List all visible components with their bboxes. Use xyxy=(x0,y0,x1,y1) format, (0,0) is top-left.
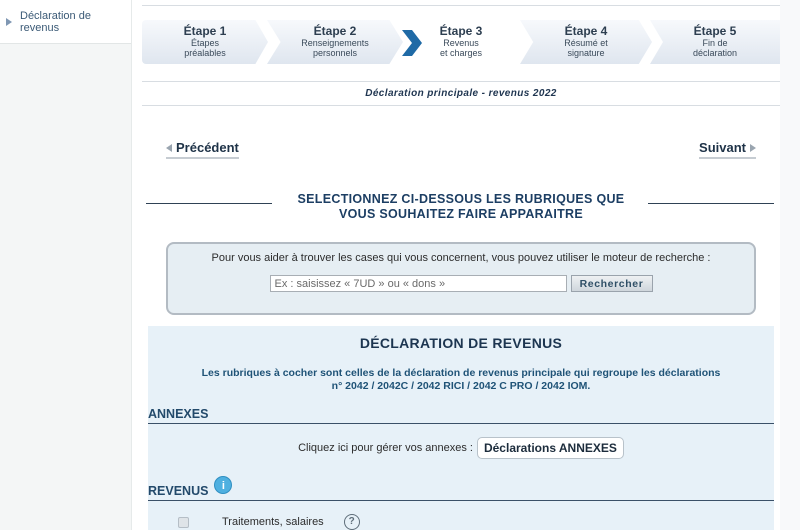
step-5-sub2: déclaration xyxy=(692,48,738,58)
top-divider xyxy=(142,0,780,6)
step-1-title: Étape 1 xyxy=(183,24,227,38)
checkbox[interactable] xyxy=(178,517,189,528)
step-3-title: Étape 3 xyxy=(439,24,483,38)
search-input[interactable] xyxy=(270,275,567,292)
panel-description xyxy=(148,367,774,393)
revenus-heading-row xyxy=(148,476,774,501)
step-2-sub2: personnels xyxy=(312,48,358,58)
step-5[interactable] xyxy=(650,20,780,64)
section-heading-line1: SELECTIONNEZ CI-DESSOUS LES RUBRIQUES QUE xyxy=(297,192,625,206)
search-button[interactable]: Rechercher xyxy=(571,275,653,292)
step-3-current xyxy=(420,20,502,64)
right-edge xyxy=(780,0,800,530)
annexes-row xyxy=(148,437,774,459)
step-4[interactable] xyxy=(520,20,652,64)
step-4-title: Étape 4 xyxy=(564,24,608,38)
step-progress xyxy=(142,20,780,82)
declaration-panel xyxy=(148,326,774,530)
info-icon[interactable]: i xyxy=(214,476,232,494)
list-item-traitements-salaires xyxy=(178,514,360,530)
previous-label: Précédent xyxy=(176,140,239,155)
step-5-title: Étape 5 xyxy=(693,24,737,38)
search-box xyxy=(166,242,756,315)
section-heading-line2: VOUS SOUHAITEZ FAIRE APPARAITRE xyxy=(338,207,584,221)
step-1-sub: Étapes xyxy=(190,38,220,48)
step-4-sub2: signature xyxy=(567,48,605,58)
section-heading-text xyxy=(272,192,650,222)
heading-rule-right xyxy=(648,203,774,204)
step-2-title: Étape 2 xyxy=(313,24,357,38)
arrow-left-icon xyxy=(166,144,172,152)
item-label: Traitements, salaires xyxy=(222,516,324,528)
main-content xyxy=(142,0,780,530)
declaration-title: Déclaration principale - revenus 2022 xyxy=(142,82,780,106)
step-2-sub: Renseignements xyxy=(301,38,369,48)
panel-description-line1: Les rubriques à cocher sont celles de la déclaration de revenus principale qui regroupe les déclarations xyxy=(201,367,721,379)
sidebar-item-label: Déclaration de revenus xyxy=(20,9,91,34)
arrow-right-icon xyxy=(750,144,756,152)
previous-button[interactable] xyxy=(166,140,239,159)
sidebar-item-declaration-revenus[interactable] xyxy=(0,0,131,44)
left-sidebar xyxy=(0,0,132,530)
next-button[interactable] xyxy=(699,140,756,159)
triangle-right-icon xyxy=(6,18,12,26)
section-heading xyxy=(142,190,780,230)
search-help-text: Pour vous aider à trouver les cases qui vous concernent, vous pouvez utiliser le moteur de recherche : xyxy=(211,252,711,264)
heading-rule-left xyxy=(146,203,272,204)
step-4-sub: Résumé et xyxy=(564,38,608,48)
step-5-sub: Fin de xyxy=(702,38,728,48)
panel-title: DÉCLARATION DE REVENUS xyxy=(359,335,563,351)
current-step-arrow-icon xyxy=(400,30,422,56)
revenus-heading: REVENUS xyxy=(148,484,209,498)
step-2[interactable] xyxy=(267,20,403,64)
step-1[interactable] xyxy=(142,20,268,64)
annexes-text: Cliquez ici pour gérer vos annexes : xyxy=(298,442,473,454)
annexes-button[interactable]: Déclarations ANNEXES xyxy=(477,437,624,459)
step-3-sub: Revenus xyxy=(443,38,479,48)
search-row xyxy=(168,275,754,292)
step-1-sub2: préalables xyxy=(184,48,226,58)
step-3-sub2: et charges xyxy=(439,48,483,58)
next-label: Suivant xyxy=(699,140,746,155)
help-icon[interactable]: ? xyxy=(344,514,360,530)
nav-row xyxy=(142,106,780,176)
annexes-heading: ANNEXES xyxy=(148,407,774,424)
steps-divider xyxy=(142,81,780,82)
panel-description-line2: n° 2042 / 2042C / 2042 RICI / 2042 C PRO / 2042 IOM. xyxy=(331,380,591,392)
